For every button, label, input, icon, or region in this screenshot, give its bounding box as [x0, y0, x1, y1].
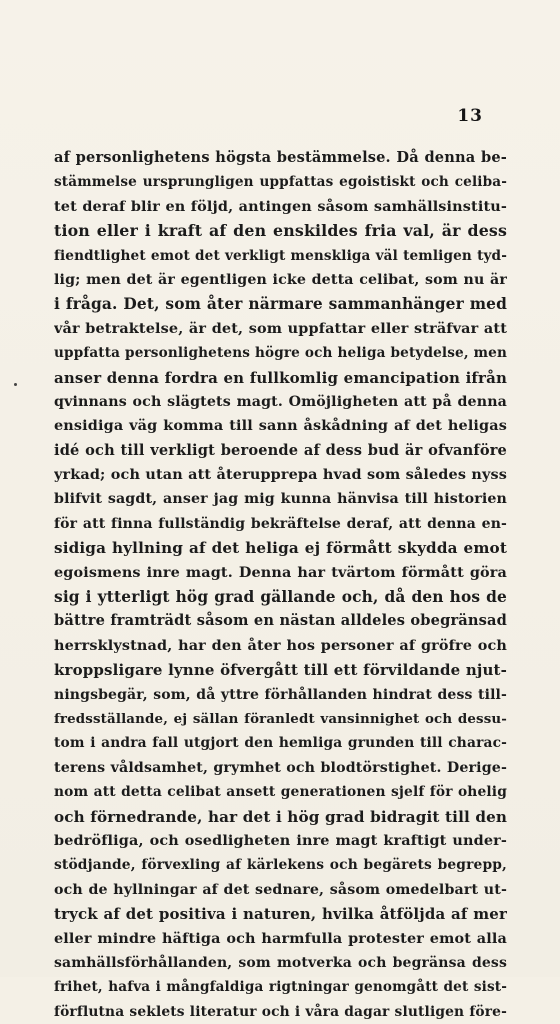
text-line: förflutna seklets literatur och i våra dagar slutligen före-: [54, 1003, 507, 1020]
text-line: och förnedrande, har det i hög grad bidragit till den: [54, 807, 507, 826]
text-line: ningsbegär, som, då yttre förhållanden hindrat dess till-: [54, 686, 507, 703]
text-line: sig i ytterligt hög grad gällande och, då den hos de: [54, 588, 507, 607]
text-line: tryck af det positiva i naturen, hvilka åtföljda af mer: [54, 905, 507, 924]
text-line: uppfatta personlighetens högre och heliga betydelse, men: [54, 345, 507, 362]
text-line: frihet, hafva i mångfaldiga rigtningar genomgått det sist-: [54, 979, 507, 996]
body-text: [54, 146, 507, 1024]
text-line: bedröfliga, och osedligheten inre magt kraftigt under-: [54, 831, 507, 849]
text-line: nom att detta celibat ansett generationen sjelf för ohelig: [54, 784, 507, 801]
text-line: egoismens inre magt. Denna har tvärtom förmått göra: [54, 563, 507, 581]
page-number: 13: [457, 106, 483, 126]
text-line: tom i andra fall utgjort den hemliga grunden till charac-: [54, 735, 507, 752]
text-line: blifvit sagdt, anser jag mig kunna hänvisa till historien: [54, 491, 507, 508]
text-line: kroppsligare lynne öfvergått till ett förvildande njut-: [54, 661, 507, 680]
text-line: tion eller i kraft af den enskildes fria val, är dess: [54, 221, 507, 241]
text-line: vår betraktelse, är det, som uppfattar eller sträfvar att: [54, 319, 507, 337]
text-line: terens våldsamhet, grymhet och blodtörstighet. Derige-: [54, 759, 507, 776]
text-line: sidiga hyllning af det heliga ej förmått skydda emot: [54, 539, 507, 558]
text-line: för att finna fullständig bekräftelse deraf, att denna en-: [54, 515, 507, 532]
text-line: stämmelse ursprungligen uppfattas egoistiskt och celiba-: [54, 174, 507, 191]
text-line: af personlighetens högsta bestämmelse. Då denna be-: [54, 149, 507, 166]
text-line: anser denna fordra en fullkomlig emancipation ifrån: [54, 368, 507, 387]
text-line: eller mindre häftiga och harmfulla protester emot alla: [54, 929, 507, 947]
text-line: tet deraf blir en följd, antingen såsom samhällsinstitu-: [54, 197, 507, 215]
text-line: bättre framträdt såsom en nästan alldeles obegränsad: [54, 612, 507, 630]
text-line: samhällsförhållanden, som motverka och begränsa dess: [54, 954, 507, 971]
text-line: qvinnans och slägtets magt. Omöjligheten att på denna: [54, 393, 507, 410]
text-line: lig; men det är egentligen icke detta celibat, som nu är: [54, 271, 507, 288]
text-line: ensidiga väg komma till sann åskådning af det heligas: [54, 417, 507, 435]
text-line: yrkad; och utan att återupprepa hvad som således nyss: [54, 466, 507, 484]
text-line: och de hyllningar af det sednare, såsom omedelbart ut-: [54, 881, 507, 898]
text-line: stödjande, förvexling af kärlekens och begärets begrepp,: [54, 857, 507, 874]
text-line: i fråga. Det, som åter närmare sammanhänger med: [54, 295, 507, 314]
text-line: herrsklystnad, har den åter hos personer af gröfre och: [54, 636, 507, 654]
text-line: fredsställande, ej sällan föranledt vansinnighet och dessu-: [54, 710, 507, 727]
text-line: idé och till verkligt beroende af dess bud är ofvanföre: [54, 441, 507, 459]
text-line: fiendtlighet emot det verkligt menskliga väl temligen tyd-: [54, 247, 507, 264]
margin-ink-mark: [14, 383, 17, 386]
